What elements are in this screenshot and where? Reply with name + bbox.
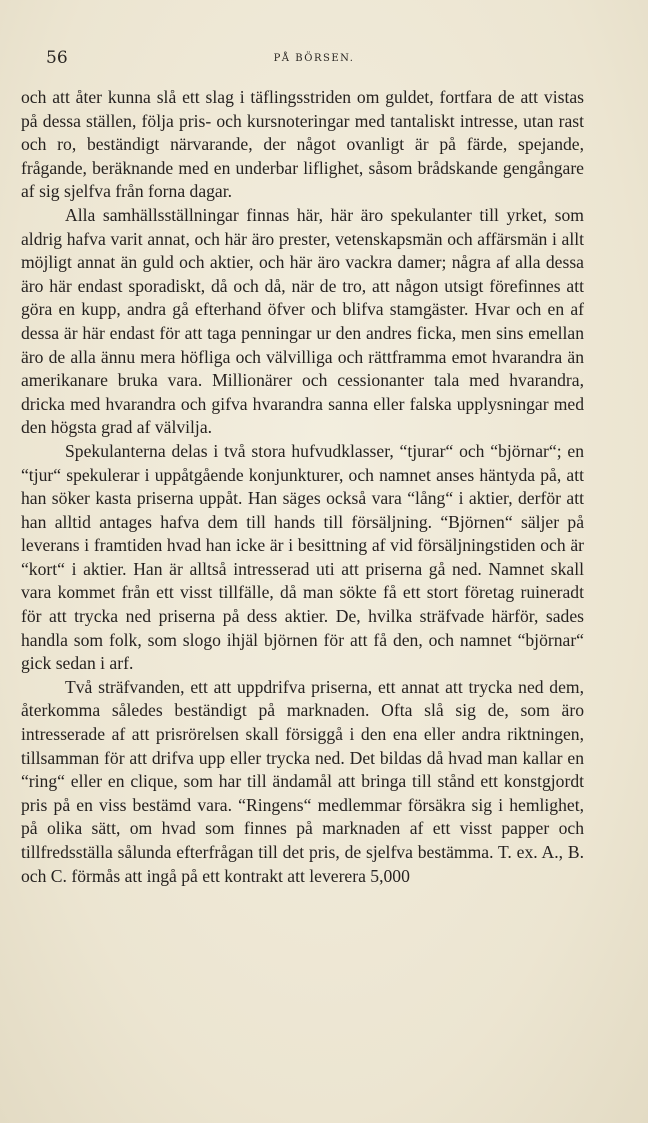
page-number: 56 (46, 48, 68, 68)
page-header (46, 48, 582, 70)
body-text (21, 86, 584, 888)
paragraph: Alla samhällsställningar finnas här, här äro spekulanter till yrket, som aldrig hafva varit annat, och här äro prester, vetenskapsmän och affärsmän i allt möjligt annat än guld och aktier, och här äro vackra damer; några af alla dessa äro här endast sporadiskt, då och då, när de tro, att någon utsigt förefinnes att göra en kupp, andra gå efterhand öfver och blifva stamgäster. Hvar och en af dessa är här endast för att taga penningar ur den andres ficka, men sins emellan äro de alla ännu mera höfliga och välvilliga och rättframma emot hvarandra än amerikanare bruka vara. Millionärer och cessionanter tala med hvarandra, dricka med hvarandra och gifva hvarandra sanna eller falska upplysningar med den högsta grad af välvilja. (21, 204, 584, 438)
paragraph: Spekulanterna delas i två stora hufvudklasser, “tjurar“ och “björnar“; en “tjur“ spekulerar i uppåtgående konjunkturer, och namnet anses häntyda på, att han söker kasta priserna uppåt. Han säges också vara “lång“ i aktier, derför att han alltid antages hafva dem till hands till försäljning. “Björnen“ säljer på leverans i framtiden hvad han icke är i besittning af vid försäljningstiden och är “kort“ i aktier. Han är alltså intresserad uti att priserna gå ned. Namnet skall vara kommet från ett visst tillfälle, då man sökte få ett stort företag ruineradt för att trycka ned priserna på dess aktier. De, hvilka sträfvade härför, sades handla som folk, som slogo ihjäl björnen för att få den, och namnet “björnar“ gick sedan i arf. (21, 440, 584, 674)
paragraph: Två sträfvanden, ett att uppdrifva priserna, ett annat att trycka ned dem, återkomma således beständigt på marknaden. Ofta slå sig de, som äro intresserade af att prisrörelsen skall försiggå i den ena eller andra riktningen, tillsamman för att drifva upp eller trycka ned. Det bildas då hvad man kallar en “ring“ eller en clique, som har till ändamål att bringa till stånd ett konstgjordt pris på en viss bestämd vara. “Ringens“ medlemmar försäkra sig i hemlighet, på olika sätt, om hvad som finnes på marknaden af ett visst papper och tillfredsställa sålunda efterfrågan till det pris, de sjelfva bestämma. T. ex. A., B. och C. förmås att ingå på ett kontrakt att leverera 5,000 (21, 676, 584, 886)
running-title: PÅ BÖRSEN. (273, 53, 355, 64)
paragraph-continuation: och att åter kunna slå ett slag i täflingsstriden om guldet, fortfara de att vistas på dessa ställen, följa pris- och kursnoteringar med tantaliskt intresse, utan rast och ro, beständigt närvarande, der något ovanligt är på färde, spejande, frågande, beräknande med en underbar liflighet, såsom brådskande gengångare af sig sjelfva från forna dagar. (21, 87, 584, 202)
